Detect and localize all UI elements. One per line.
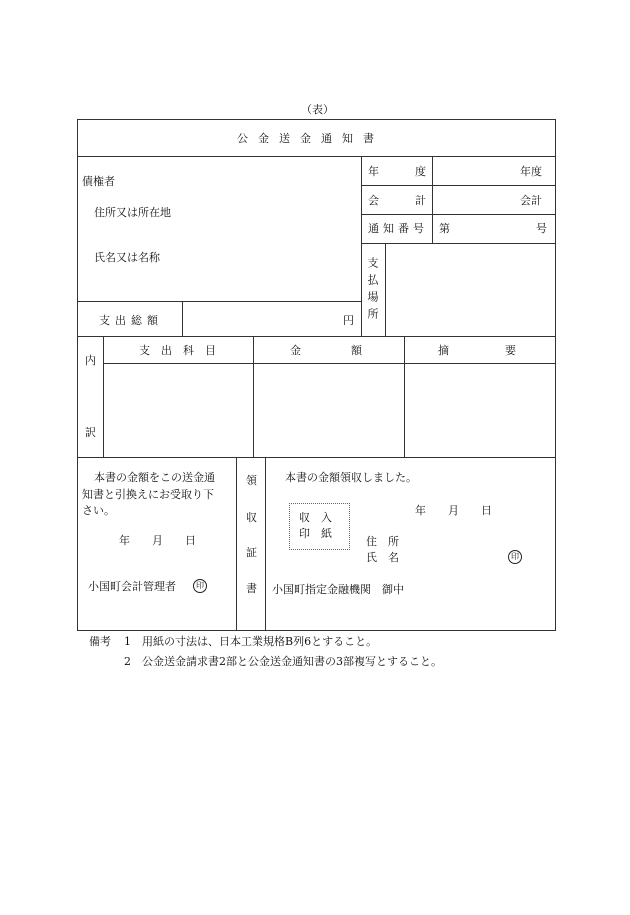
total-label: 支出総額	[99, 314, 163, 327]
stamp-line1: 収 入	[299, 511, 332, 524]
notice-text-line3: さい。	[82, 504, 115, 517]
note-2-text: 公金送金請求書2部と公金送金通知書の3部複写とすること。	[142, 655, 442, 668]
right-panel-divider	[361, 156, 362, 336]
bank-label: 小国町指定金融機関 御中	[272, 583, 404, 596]
payment-place-label: 支払場所	[366, 257, 379, 325]
receipt-text: 本書の金額領収しました。	[285, 471, 417, 484]
notice-text-line2: 知書と引換えにお受取り下	[82, 488, 214, 501]
treasurer-seal: 印	[193, 579, 207, 593]
col-amount-header: 金額	[290, 344, 412, 357]
receipt-char-3: 証	[246, 546, 257, 559]
col-summary-header: 摘要	[438, 344, 572, 357]
yen-label: 円	[343, 314, 354, 327]
notice-number-suffix: 号	[536, 222, 547, 235]
creditor-label: 債権者	[82, 175, 115, 188]
notice-text-line1: 本書の金額をこの送金通	[94, 471, 215, 484]
receipt-char-2: 収	[246, 511, 257, 524]
year-label: 年度	[368, 165, 462, 178]
receipt-char-4: 書	[246, 582, 257, 595]
notice-number-prefix: 第	[439, 222, 450, 235]
form-title: 公金送金通知書	[237, 132, 384, 145]
col-item-header: 支出科目	[139, 344, 227, 357]
year-value: 年度	[520, 165, 542, 178]
note-2-number: 2	[124, 655, 131, 668]
receiver-seal: 印	[508, 550, 522, 564]
date-left: 年 月 日	[119, 534, 196, 547]
date-right: 年 月 日	[415, 504, 492, 517]
form-frame	[77, 119, 556, 631]
notes-label: 備考	[89, 635, 111, 648]
note-1-text: 用紙の寸法は、日本工業規格B列6とすること。	[142, 635, 378, 648]
breakdown-bottom-label: 訳	[85, 426, 96, 439]
account-label: 会計	[368, 194, 462, 207]
breakdown-top-label: 内	[85, 354, 96, 367]
receipt-char-1: 領	[246, 474, 257, 487]
address-label: 住所又は所在地	[94, 206, 171, 219]
receiver-name-label: 氏 名	[366, 551, 399, 564]
notice-number-label: 通知番号	[368, 222, 428, 235]
account-value: 会計	[520, 194, 542, 207]
treasurer-label: 小国町会計管理者	[88, 580, 176, 593]
receiver-address-label: 住 所	[366, 535, 399, 548]
name-label: 氏名又は名称	[94, 251, 160, 264]
note-1-number: 1	[124, 635, 131, 648]
side-label: （表）	[301, 103, 334, 116]
stamp-line2: 印 紙	[299, 527, 332, 540]
title-divider	[77, 156, 556, 157]
